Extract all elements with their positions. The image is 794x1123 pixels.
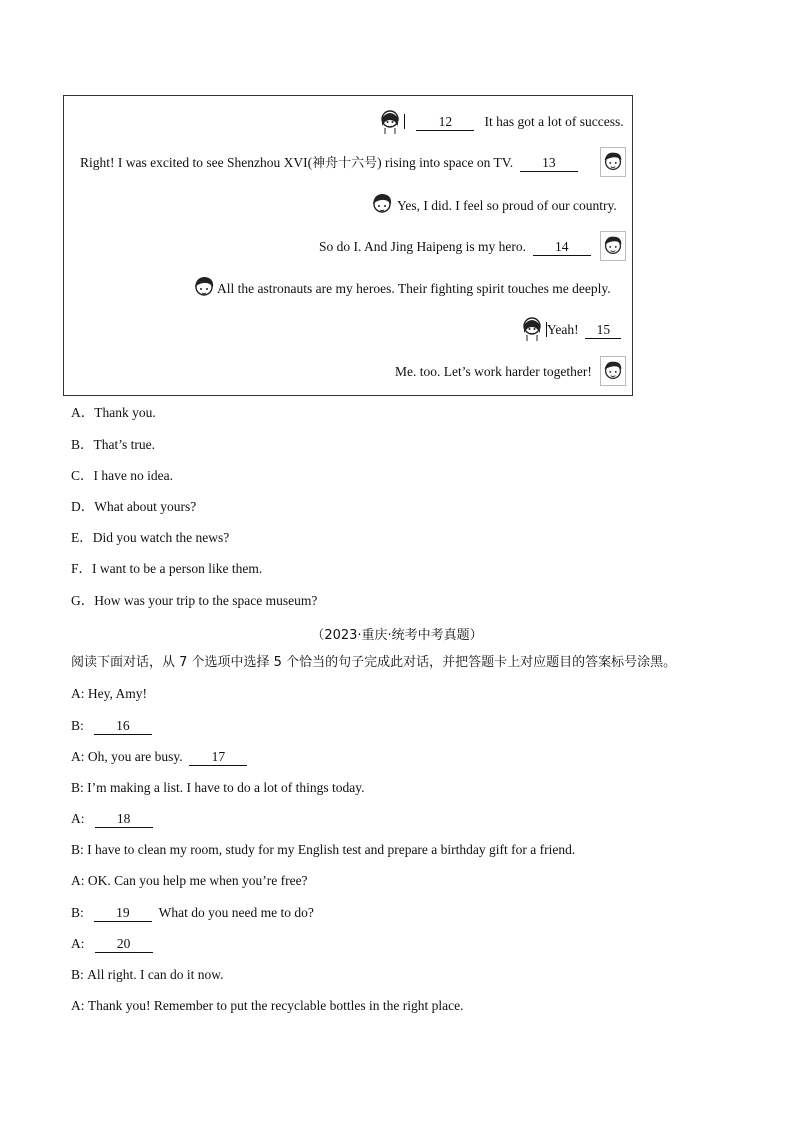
dialog-text-3: Yes, I did. I feel so proud of our country.	[397, 198, 617, 213]
blank-17: 17	[189, 749, 247, 766]
option-g: G．How was your trip to the space museum?	[71, 593, 318, 608]
option-b: B．That’s true.	[71, 437, 155, 452]
blank-12: 12	[416, 114, 474, 131]
boy-avatar-icon	[600, 147, 626, 177]
option-e: E．Did you watch the news?	[71, 530, 230, 545]
dialog-text-7: Me. too. Let’s work harder together!	[395, 364, 592, 379]
dialog-text-1: It has got a lot of success.	[484, 114, 624, 129]
dialog-text-4: So do I. And Jing Haipeng is my hero.	[319, 239, 526, 254]
dialog-line-1	[404, 113, 624, 131]
dialog-line-3	[397, 197, 617, 215]
option-f: F．I want to be a person like them.	[71, 561, 263, 576]
blank-14: 14	[533, 239, 591, 256]
dialog-text-2a: Right! I was excited to see Shenzhou XVI(	[80, 155, 313, 170]
boy-avatar-icon	[600, 231, 626, 261]
conversation-line-6: B: I have to clean my room, study for my English test and prepare a birthday gift for a friend.	[71, 842, 576, 857]
dialog-line-6	[546, 321, 621, 339]
dialog-line-5	[217, 280, 611, 298]
dialog-line-4	[319, 238, 591, 256]
blank-15: 15	[585, 322, 621, 339]
dialog-line-7	[395, 363, 592, 381]
blank-16: 16	[94, 718, 152, 735]
conversation-line-10: B: All right. I can do it now.	[71, 967, 224, 982]
dialog-line-2	[80, 154, 578, 173]
dialog-text-2b: ) rising into space on TV.	[377, 155, 514, 170]
conversation-line-5: A: 18	[71, 810, 153, 828]
dialog-text-6: Yeah!	[547, 322, 579, 337]
conversation-line-1: A: Hey, Amy!	[71, 686, 147, 701]
option-c: C．I have no idea.	[71, 468, 173, 483]
blank-19: 19	[94, 905, 152, 922]
option-a: A．Thank you.	[71, 405, 156, 420]
girl-avatar-icon	[191, 273, 217, 303]
dialog-text-2-cn: 神舟十六号	[312, 156, 378, 171]
conversation-line-11: A: Thank you! Remember to put the recyclable bottles in the right place.	[71, 998, 464, 1013]
conversation-line-8: B: 19 What do you need me to do?	[71, 905, 314, 920]
girl-avatar-icon	[369, 190, 395, 220]
instruction-text: 阅读下面对话，从 7 个选项中选择 5 个恰当的句子完成此对话，并把答题卡上对应题目的答案标号涂黑。	[71, 655, 677, 670]
girl-avatar-icon	[377, 106, 403, 136]
blank-13: 13	[520, 155, 578, 172]
conversation-line-3: A: Oh, you are busy. 17	[71, 748, 247, 766]
blank-20: 20	[95, 936, 153, 953]
option-d: D．What about yours?	[71, 499, 197, 514]
boy-avatar-icon	[600, 356, 626, 386]
conversation-line-2: B: 16	[71, 717, 152, 735]
blank-18: 18	[95, 811, 153, 828]
question-source: （2023·重庆·统考中考真题）	[311, 628, 483, 643]
dialog-box	[63, 95, 633, 396]
conversation-line-4: B: I’m making a list. I have to do a lot of things today.	[71, 780, 365, 795]
dialog-text-5: All the astronauts are my heroes. Their fighting spirit touches me deeply.	[217, 281, 611, 296]
conversation-line-7: A: OK. Can you help me when you’re free?	[71, 873, 308, 888]
conversation-line-9: A: 20	[71, 935, 153, 953]
girl-avatar-icon	[519, 313, 545, 343]
